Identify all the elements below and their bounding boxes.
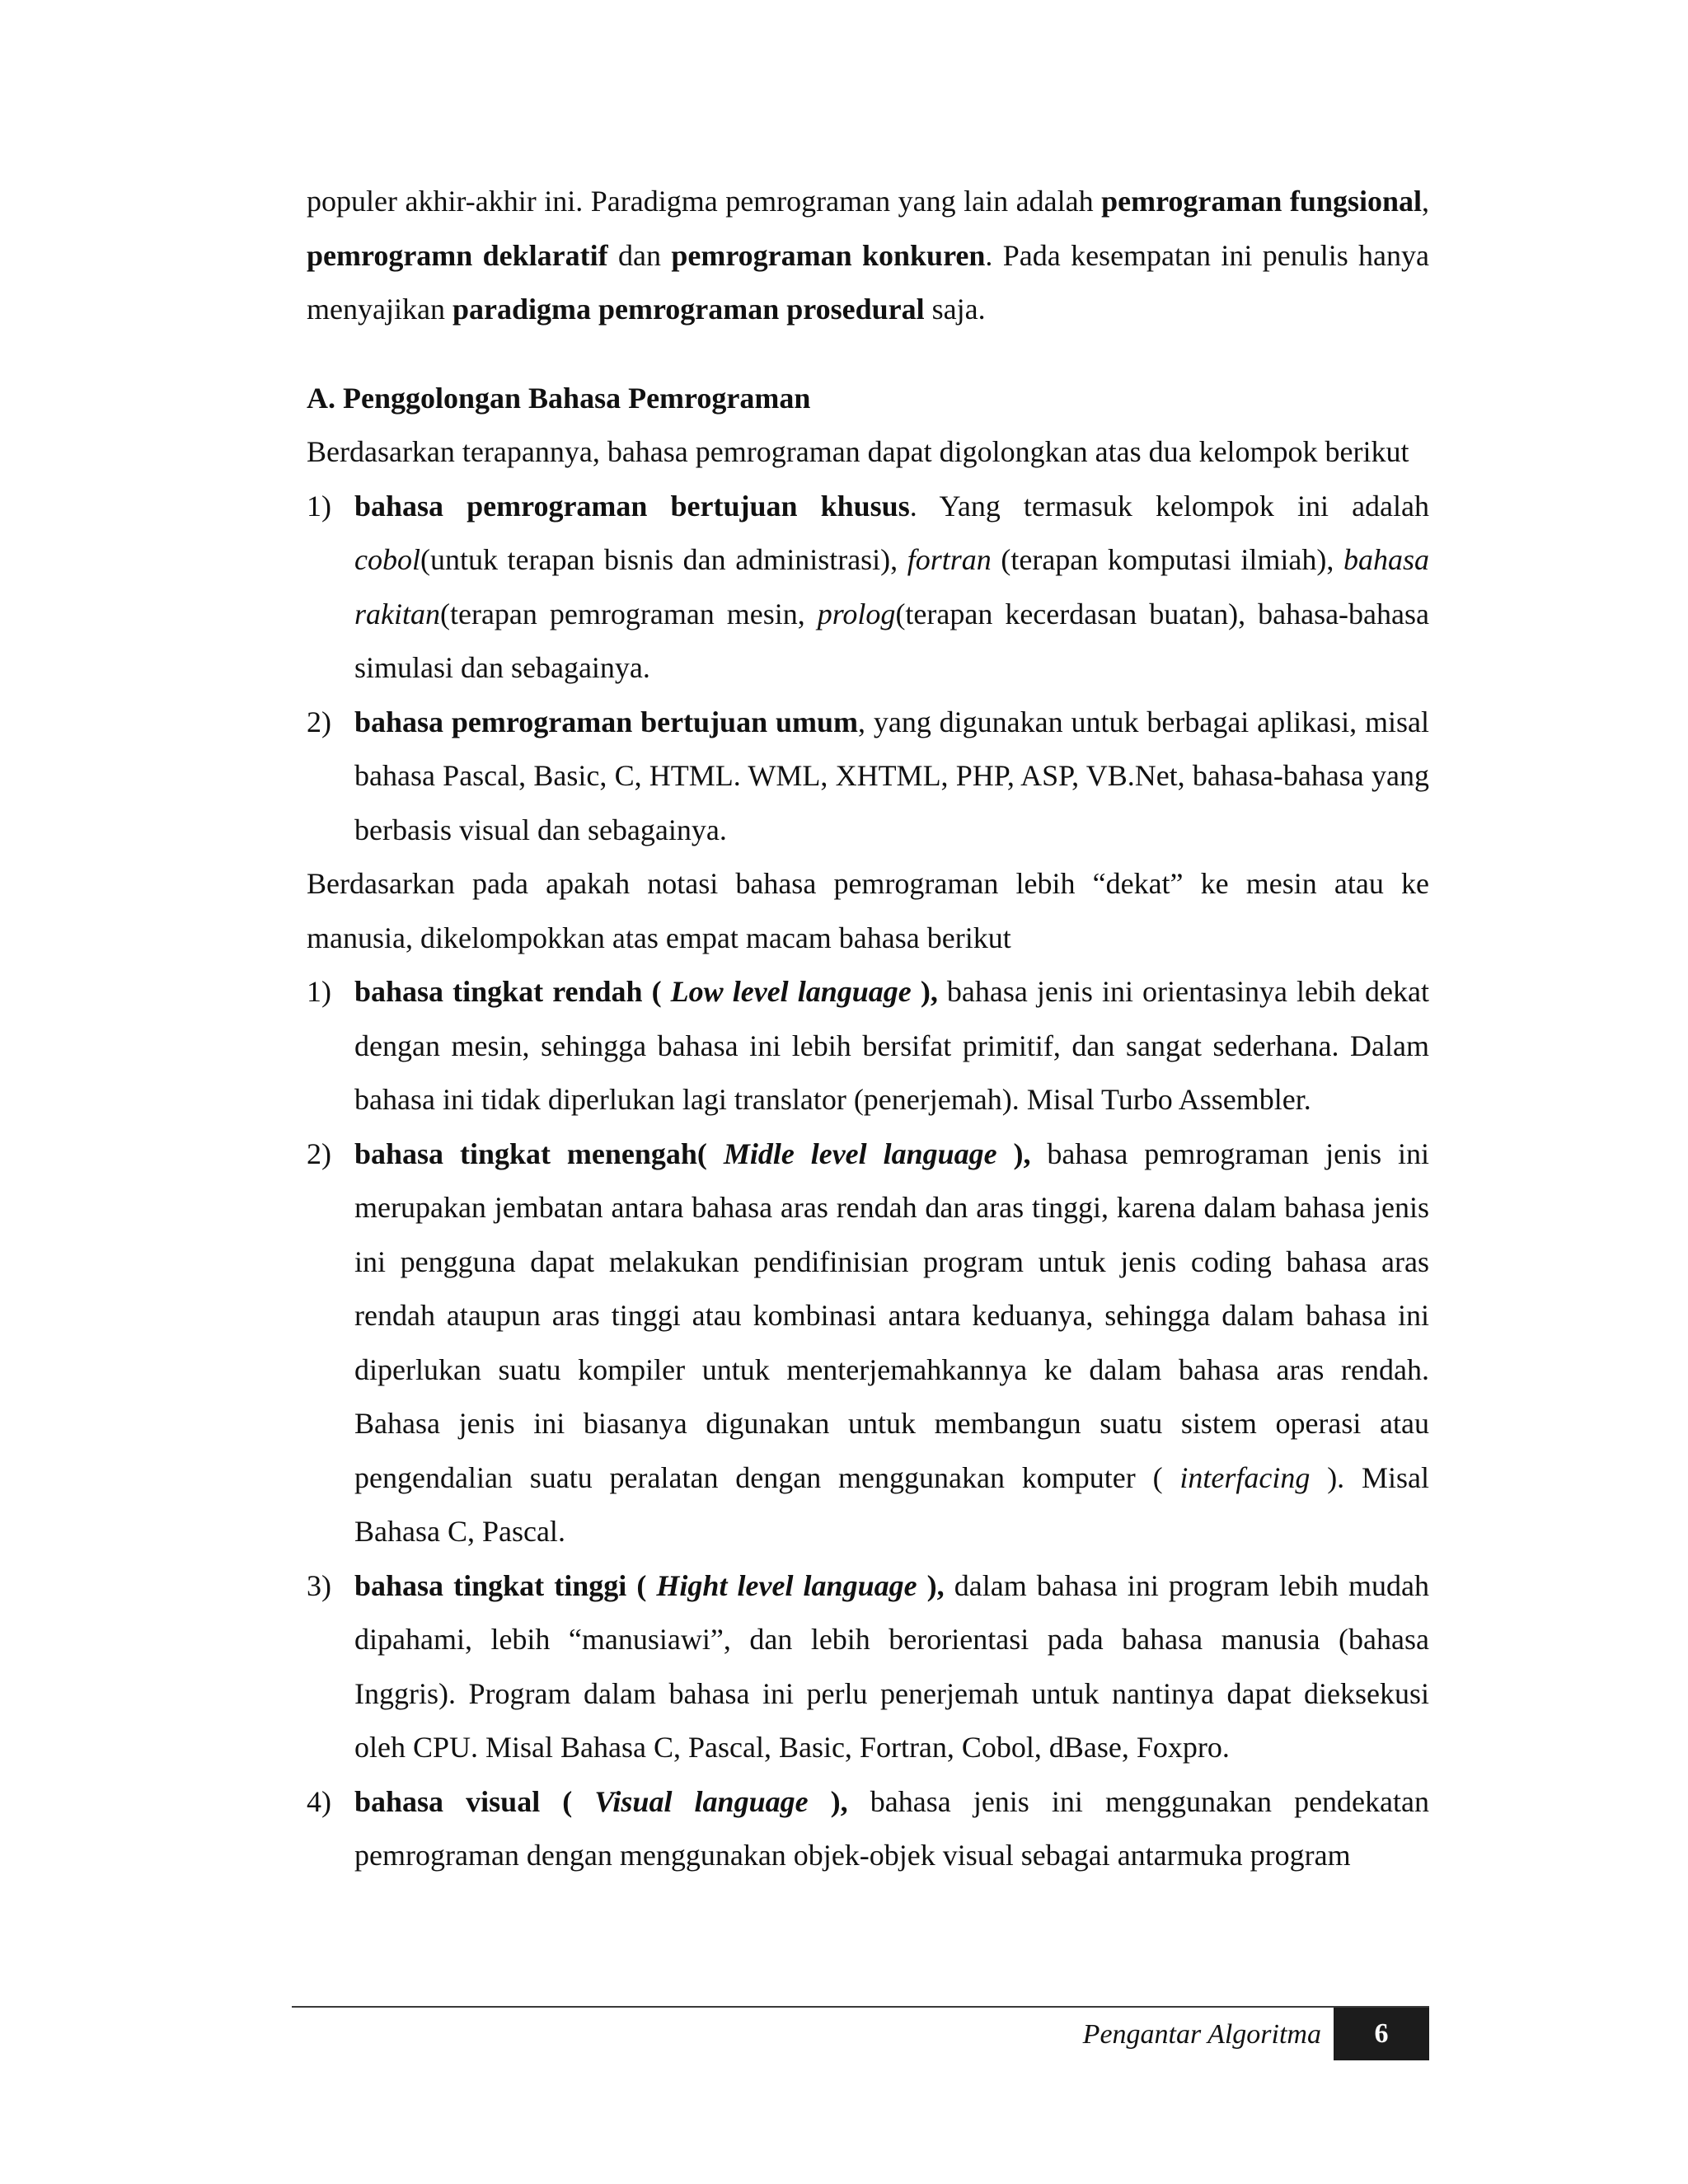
list-item (307, 965, 1429, 1127)
term-text: bahasa tingkat rendah ( (354, 975, 671, 1008)
list-number: 2) (307, 1137, 331, 1170)
list-item-italic: bahasa rakitan (354, 543, 1429, 630)
list-item-term (354, 1137, 1031, 1170)
list-by-application (307, 480, 1429, 858)
intro-text: saja. (924, 293, 986, 326)
intro-term-fungsional: pemrograman fungsional (1101, 185, 1422, 218)
list-item-text: . Yang termasuk kelompok ini adalah (909, 489, 1430, 523)
list-number: 1) (307, 975, 331, 1008)
intro-text: . Pada kesempatan ini penulis hanya menyajikan (307, 238, 1430, 326)
list-item-text: ). Misal Bahasa C, Pascal. (354, 1460, 1429, 1548)
term-text: ), (911, 975, 938, 1008)
list-item-text: (untuk terapan bisnis dan administrasi), (420, 543, 907, 576)
list-item (307, 696, 1429, 858)
term-text: ), (808, 1784, 848, 1818)
list-item-term: bahasa pemrograman bertujuan umum (354, 705, 858, 738)
list-item-text: , yang digunakan untuk berbagai aplikasi, misal bahasa Pascal, Basic, C, HTML. WML, XHTML, PHP, ASP, VB.Net, bahasa-bahasa yang berbasis visual dan sebagainya. (354, 705, 1429, 846)
list-item (307, 1127, 1429, 1559)
page-number: 6 (1334, 2008, 1429, 2060)
list-item-term (354, 1569, 945, 1602)
intro-text: populer akhir-akhir ini. Paradigma pemrograman yang lain adalah (307, 185, 1102, 218)
list-item-italic: interfacing (1179, 1460, 1311, 1494)
list-item-text: (terapan kecerdasan buatan), bahasa-bahasa simulasi dan sebagainya. (354, 597, 1429, 684)
intro-term-deklaratif: pemrogramn deklaratif (307, 238, 608, 272)
list-item (307, 1775, 1429, 1883)
paragraph-notasi: Berdasarkan pada apakah notasi bahasa pemrograman lebih “dekat” ke mesin atau ke manusia, dikelompokkan atas empat macam bahasa berikut (307, 867, 1429, 954)
term-italic: Low level language (670, 975, 912, 1008)
paragraph-terapan: Berdasarkan terapannya, bahasa pemrograman dapat digolongkan atas dua kelompok berikut (307, 435, 1409, 468)
term-italic: Midle level language (723, 1137, 997, 1170)
term-text: bahasa tingkat tinggi ( (354, 1568, 657, 1602)
intro-term-konkuren: pemrograman konkuren (671, 238, 986, 272)
list-item-italic: prolog (817, 597, 896, 630)
list-item-text: (terapan komputasi ilmiah), (991, 543, 1343, 576)
list-item (307, 480, 1429, 696)
list-item-term (354, 1785, 848, 1818)
page-content (307, 175, 1429, 1883)
term-text: bahasa tingkat menengah( (354, 1137, 724, 1170)
intro-text: dan (607, 238, 672, 272)
term-text: ), (917, 1568, 945, 1602)
footer-divider (292, 2006, 1429, 2008)
list-number: 4) (307, 1784, 331, 1818)
list-item-text: (terapan pemrograman mesin, (440, 597, 818, 630)
list-item (307, 1559, 1429, 1775)
term-text: ), (996, 1137, 1031, 1170)
footer-book-title: Pengantar Algoritma (1082, 2019, 1321, 2050)
list-item-italic: cobol (354, 543, 420, 576)
term-text: bahasa visual ( (354, 1784, 595, 1818)
term-italic: Hight level language (656, 1568, 917, 1602)
list-number: 3) (307, 1568, 331, 1602)
list-item-term: bahasa pemrograman bertujuan khusus (354, 489, 910, 523)
list-item-text: bahasa pemrograman jenis ini merupakan jembatan antara bahasa aras rendah dan aras tinggi, karena dalam bahasa jenis ini pengguna dapat melakukan pendifinisian program untuk jenis coding bahasa aras rendah ataupun aras tinggi atau kombinasi antara keduanya, sehingga dalam bahasa ini diperlukan suatu kompiler untuk menterjemahkannya ke dalam bahasa aras rendah. Bahasa jenis ini biasanya digunakan untuk membangun suatu sistem operasi atau pengendalian suatu peralatan dengan menggunakan komputer ( (354, 1137, 1429, 1494)
term-italic: Visual language (594, 1784, 809, 1818)
list-item-text: bahasa jenis ini orientasinya lebih dekat dengan mesin, sehingga bahasa ini lebih bersifat primitif, dan sangat sederhana. Dalam bahasa ini tidak diperlukan lagi translator (penerjemah). Misal Turbo Assembler. (354, 975, 1430, 1116)
section-heading: A. Penggolongan Bahasa Pemrograman (307, 381, 811, 415)
list-item-text: bahasa jenis ini menggunakan pendekatan pemrograman dengan menggunakan objek-objek visual sebagai antarmuka program (354, 1784, 1429, 1872)
list-number: 1) (307, 489, 331, 523)
list-by-level (307, 965, 1429, 1883)
intro-term-prosedural: paradigma pemrograman prosedural (452, 293, 925, 326)
intro-paragraph (307, 175, 1429, 337)
list-item-text: dalam bahasa ini program lebih mudah dipahami, lebih “manusiawi”, dan lebih berorientasi pada bahasa manusia (bahasa Inggris). Program dalam bahasa ini perlu penerjemah untuk nantinya dapat dieksekusi oleh CPU. Misal Bahasa C, Pascal, Basic, Fortran, Cobol, dBase, Foxpro. (354, 1568, 1429, 1764)
list-item-term (354, 975, 938, 1008)
list-number: 2) (307, 705, 331, 738)
list-item-italic: fortran (907, 543, 992, 576)
intro-text: , (1422, 185, 1429, 218)
